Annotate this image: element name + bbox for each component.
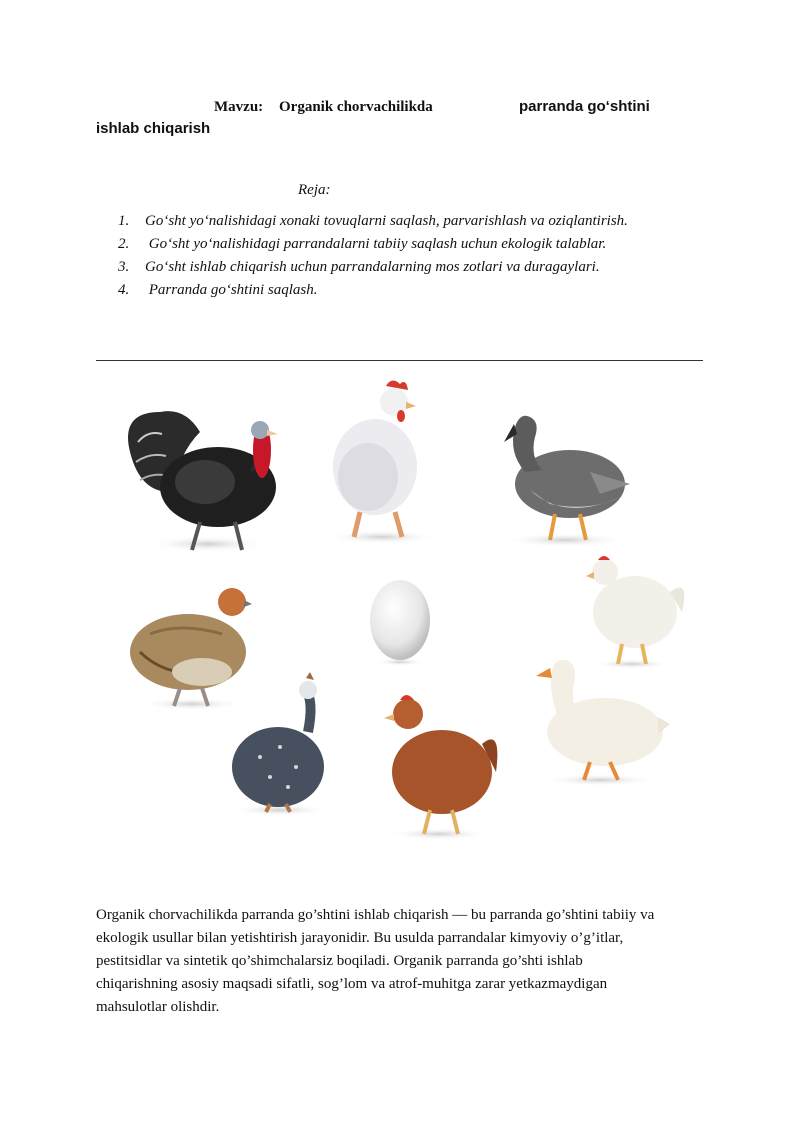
poultry-illustration-svg [110, 372, 690, 852]
plan-item-text: Go‘sht yo‘nalishidagi xonaki tovuqlarni saqlash, parvarishlash va oziqlantirish. [145, 213, 628, 229]
paragraph-line: pestitsidlar va sintetik qo’shimchalarsiz boqiladi. Organik parranda go’shti ishlab [96, 953, 583, 969]
topic-title-part-1: Organik chorvachilikda [279, 99, 433, 115]
topic-title-part-2: parranda go‘shtini [519, 98, 650, 115]
plan-item-text: Parranda go‘shtini saqlash. [145, 282, 318, 298]
partridge-icon [130, 588, 252, 710]
paragraph-line: Organik chorvachilikda parranda go’shtini ishlab chiqarish — bu parranda go’shtini tabiiy va [96, 907, 655, 923]
plan-item-number: 4. [118, 282, 130, 298]
poultry-illustration [110, 372, 690, 852]
white-hen-icon [586, 556, 684, 669]
white-rooster-icon [327, 380, 437, 544]
plan-item-number: 2. [118, 236, 130, 252]
topic-label: Mavzu: [214, 99, 264, 115]
paragraph-line: chiqarishning asosiy maqsadi sifatli, sog’lom va atrof-muhitga zarar yetkazmaydigan [96, 976, 608, 992]
plan-item [118, 210, 628, 233]
paragraph-line: mahsulotlar olishdir. [96, 999, 220, 1015]
plan-item [118, 256, 628, 279]
plan-heading: Reja: [298, 182, 331, 198]
plan-list [118, 210, 628, 302]
horizontal-divider [96, 360, 703, 361]
white-duck-icon [536, 660, 670, 786]
plan-item-text: Go‘sht yo‘nalishidagi parrandalarni tabiiy saqlash uchun ekologik talablar. [145, 236, 607, 252]
plan-item [118, 233, 628, 256]
turkey-icon [128, 411, 278, 552]
goose-icon [504, 416, 630, 547]
paragraph-line: ekologik usullar bilan yetishtirish jarayonidir. Bu usulda parrandalar kimyoviy o’g’itlar, [96, 930, 624, 946]
plan-item-text: Go‘sht ishlab chiqarish uchun parrandalarning mos zotlari va duragaylari. [145, 259, 600, 275]
body-paragraph [96, 904, 708, 1019]
plan-item-number: 3. [118, 259, 130, 275]
topic-title-part-3: ishlab chiqarish [96, 120, 211, 137]
plan-item [118, 279, 628, 302]
guinea-fowl-icon [232, 672, 328, 816]
plan-item-number: 1. [118, 213, 130, 229]
brown-hen-icon [384, 695, 497, 840]
egg-icon [370, 580, 430, 666]
